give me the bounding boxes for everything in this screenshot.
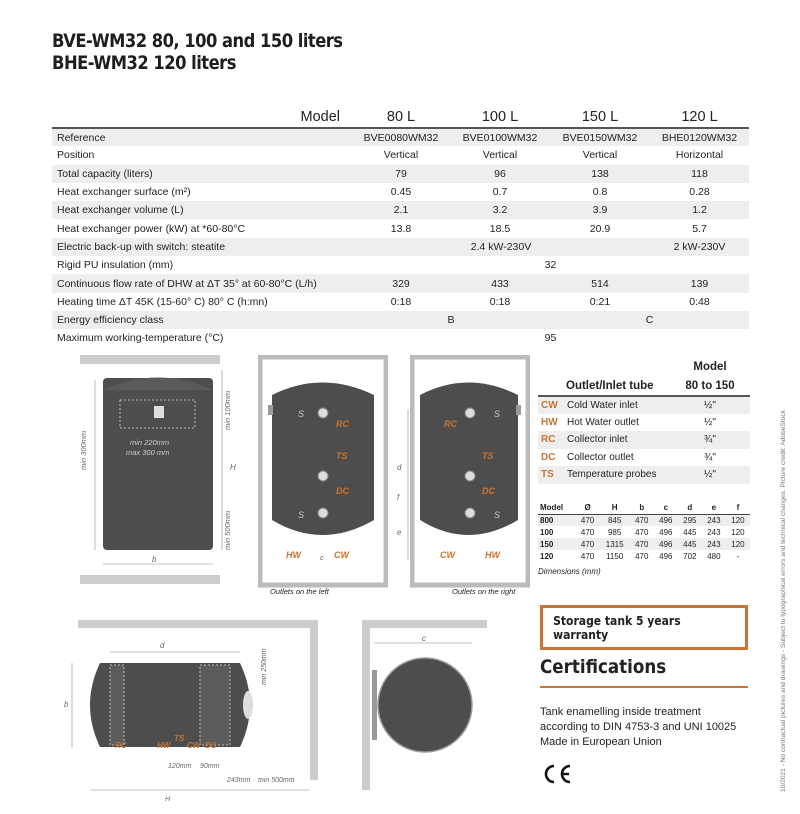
spec-cell: 138 bbox=[550, 165, 650, 183]
caption-outlets-right: Outlets on the right bbox=[452, 587, 516, 596]
label-TS: TS bbox=[336, 451, 348, 461]
diagram-horizontal-tank bbox=[60, 615, 320, 805]
spec-cell: BHE0120WM32 bbox=[650, 128, 749, 146]
cert-line: according to DIN 4753-3 and UNI 10025 bbox=[540, 721, 737, 733]
diagram-end-view bbox=[362, 615, 487, 795]
dims-cell: 470 bbox=[630, 538, 654, 550]
spec-cell: 0:48 bbox=[689, 295, 710, 308]
spec-row bbox=[52, 256, 749, 274]
spec-row-label: Energy efficiency class bbox=[52, 311, 352, 329]
diagram-flange bbox=[243, 691, 253, 719]
spec-cell: Vertical bbox=[582, 149, 618, 162]
diagram-fitting bbox=[268, 405, 273, 415]
spec-row-label: Maximum working-temperature (°C) bbox=[57, 332, 224, 345]
spec-cell: 13.8 bbox=[390, 222, 412, 235]
spec-cell: C bbox=[550, 311, 749, 329]
spec-row-label: Heat exchanger power (kW) at *60-80°C bbox=[57, 222, 246, 235]
spec-cell: 118 bbox=[650, 165, 749, 183]
outlet-row bbox=[538, 396, 750, 414]
spec-cell: 95 bbox=[544, 332, 557, 345]
outlet-row bbox=[538, 431, 750, 449]
spec-cell: 329 bbox=[352, 274, 450, 292]
dims-cell: 470 bbox=[635, 551, 649, 561]
dimensions-table bbox=[538, 502, 750, 562]
dims-cell: 120 bbox=[726, 514, 750, 526]
spec-cell: 0.7 bbox=[492, 186, 508, 199]
label-f: f bbox=[397, 493, 400, 502]
spec-cell: BVE0080WM32 bbox=[352, 128, 450, 146]
spec-row bbox=[52, 274, 749, 292]
spec-col-150: 150 L bbox=[550, 106, 650, 128]
dims-cell: 470 bbox=[635, 527, 649, 537]
label-min300: min 300mm bbox=[79, 430, 88, 470]
diagram-ceiling bbox=[80, 355, 220, 364]
dims-header: Ø bbox=[576, 502, 600, 514]
spec-row-label: Total capacity (liters) bbox=[52, 165, 352, 183]
spec-row-label: Heat exchanger surface (m²) bbox=[57, 186, 191, 199]
ce-mark-icon bbox=[540, 763, 574, 785]
spec-col-80: 80 L bbox=[352, 106, 450, 128]
dims-row bbox=[538, 526, 750, 538]
spec-row bbox=[52, 293, 749, 311]
outlet-code: CW bbox=[538, 396, 564, 414]
diagram-tank-end bbox=[378, 658, 472, 752]
diagram-ceiling bbox=[78, 620, 318, 628]
cert-line: Tank enamelling inside treatment bbox=[540, 706, 701, 718]
label-HW: HW bbox=[485, 550, 500, 560]
spec-cell: Vertical bbox=[383, 149, 419, 162]
spec-cell: 0:18 bbox=[489, 295, 511, 308]
dims-cell: 800 bbox=[538, 514, 576, 526]
spec-cell: 79 bbox=[352, 165, 450, 183]
spec-cell: 0.28 bbox=[689, 186, 710, 199]
dims-row bbox=[538, 550, 750, 562]
spec-cell: 0:18 bbox=[390, 295, 412, 308]
diagram-wall bbox=[362, 620, 370, 790]
spec-row bbox=[52, 165, 749, 183]
dims-cell: 470 bbox=[580, 551, 595, 561]
spec-row-label: Heat exchanger volume (L) bbox=[52, 201, 352, 219]
dims-cell: 702 bbox=[683, 551, 697, 561]
spec-cell: 20.9 bbox=[589, 222, 611, 235]
diagram-bracket bbox=[372, 670, 377, 740]
label-RC: RC bbox=[444, 419, 457, 429]
outlet-row bbox=[538, 414, 750, 432]
spec-row bbox=[52, 183, 749, 201]
diagram-wall-mount bbox=[60, 350, 240, 585]
page-title bbox=[52, 30, 343, 74]
warranty-badge bbox=[540, 605, 748, 650]
spec-cell: 0.8 bbox=[592, 186, 608, 199]
certifications-text bbox=[540, 705, 755, 750]
label-min220: min 220mm bbox=[130, 438, 170, 447]
dims-cell: 496 bbox=[654, 538, 678, 550]
dims-cell: 985 bbox=[607, 527, 622, 537]
spec-cell: 3.9 bbox=[550, 201, 650, 219]
spec-col-120: 120 L bbox=[650, 106, 749, 128]
spec-table bbox=[52, 106, 749, 348]
spec-cell: B bbox=[352, 311, 550, 329]
dims-cell: 470 bbox=[576, 514, 600, 526]
dims-header-row bbox=[538, 502, 750, 514]
label-RC: RC bbox=[115, 741, 127, 750]
spec-cell: 0:21 bbox=[589, 295, 611, 308]
outlet-header-row bbox=[538, 376, 750, 396]
label-HW: HW bbox=[286, 550, 301, 560]
spec-cell: Horizontal bbox=[675, 149, 724, 162]
label-TS: TS bbox=[482, 451, 494, 461]
label-c: c bbox=[422, 634, 426, 643]
label-TS: TS bbox=[174, 734, 185, 743]
dims-cell: 496 bbox=[654, 514, 678, 526]
dims-cell: 243 bbox=[707, 527, 721, 537]
dims-cell: 295 bbox=[678, 514, 702, 526]
diagram-outlets-left bbox=[258, 355, 388, 590]
label-d: d bbox=[160, 641, 165, 650]
label-min250: min 250mm bbox=[261, 648, 268, 685]
dims-cell: 470 bbox=[630, 514, 654, 526]
spec-cell: Vertical bbox=[482, 149, 518, 162]
label-CW: CW bbox=[187, 741, 201, 750]
diagram-port bbox=[465, 508, 475, 518]
spec-row-label: Reference bbox=[52, 128, 352, 146]
label-120mm: 120mm bbox=[168, 763, 192, 770]
ce-c-shape bbox=[546, 766, 554, 782]
label-DC: DC bbox=[482, 486, 495, 496]
title-line-1: BVE-WM32 80, 100 and 150 liters bbox=[52, 30, 343, 52]
outlet-code: TS bbox=[538, 466, 564, 484]
dims-header: H bbox=[600, 502, 630, 514]
dimensions-note: Dimensions (mm) bbox=[538, 567, 601, 576]
dims-cell: 480 bbox=[707, 551, 721, 561]
dims-header: d bbox=[678, 502, 702, 514]
outlet-value: ¾" bbox=[670, 431, 750, 449]
spec-cell: 2.4 kW-230V bbox=[352, 238, 650, 256]
label-RC: RC bbox=[336, 419, 349, 429]
dims-cell: 120 bbox=[731, 527, 745, 537]
spec-cell: 18.5 bbox=[489, 222, 511, 235]
label-b: b bbox=[152, 555, 157, 564]
label-H: H bbox=[230, 463, 236, 472]
dims-header: c bbox=[654, 502, 678, 514]
outlet-value: ½" bbox=[670, 396, 750, 414]
outlet-value: ¾" bbox=[704, 451, 716, 463]
spec-cell: 139 bbox=[650, 274, 749, 292]
dims-cell: 120 bbox=[540, 551, 554, 561]
spec-cell: 433 bbox=[450, 274, 550, 292]
label-243mm: 243mm bbox=[227, 777, 251, 784]
outlet-code: DC bbox=[541, 451, 556, 463]
spec-row bbox=[52, 201, 749, 219]
label-H: H bbox=[165, 796, 171, 803]
dims-cell: 1150 bbox=[606, 551, 624, 561]
label-min500: min 500mm bbox=[223, 510, 232, 550]
label-90mm: 90mm bbox=[200, 763, 220, 770]
diagram-ceiling bbox=[362, 620, 487, 628]
dims-cell: 496 bbox=[659, 551, 673, 561]
warranty-text: Storage tank 5 years warranty bbox=[553, 613, 681, 642]
spec-cell: 514 bbox=[550, 274, 650, 292]
diagram-outlets-right bbox=[410, 355, 530, 590]
spec-cell: 32 bbox=[544, 259, 557, 272]
diagram-bracket-plate bbox=[154, 406, 164, 418]
label-c: c bbox=[320, 555, 324, 562]
dims-cell: 100 bbox=[540, 527, 554, 537]
dims-cell: 243 bbox=[702, 514, 726, 526]
label-DC: DC bbox=[336, 486, 349, 496]
label-e: e bbox=[397, 528, 402, 537]
outlet-table bbox=[538, 358, 750, 484]
dims-header: f bbox=[726, 502, 750, 514]
spec-cell: BVE0150WM32 bbox=[550, 128, 650, 146]
dims-cell: - bbox=[736, 551, 740, 561]
diagram-port bbox=[465, 471, 475, 481]
dims-header: b bbox=[630, 502, 654, 514]
dims-cell: 470 bbox=[576, 538, 600, 550]
label-S: S bbox=[494, 409, 501, 419]
spec-cell: 5.7 bbox=[692, 222, 707, 235]
outlet-value: ½" bbox=[704, 416, 716, 428]
title-line-2: BHE-WM32 120 liters bbox=[52, 52, 236, 74]
spec-row-label: Rigid PU insulation (mm) bbox=[57, 259, 174, 272]
diagram-fitting bbox=[516, 405, 521, 415]
spec-col-100: 100 L bbox=[450, 106, 550, 128]
diagram-port bbox=[318, 408, 328, 418]
spec-row bbox=[52, 146, 749, 164]
label-DC: DC bbox=[205, 741, 217, 750]
spec-row bbox=[52, 329, 749, 347]
label-d: d bbox=[397, 463, 402, 472]
spec-row-label: Electric back-up with switch: steatite bbox=[52, 238, 352, 256]
outlet-label: Collector inlet bbox=[564, 431, 670, 449]
outlet-value: ½" bbox=[670, 466, 750, 484]
spec-row bbox=[52, 311, 749, 329]
spec-cell: 96 bbox=[450, 165, 550, 183]
outlet-label: Collector outlet bbox=[567, 451, 634, 463]
spec-cell: 1.2 bbox=[650, 201, 749, 219]
diagram-port bbox=[318, 471, 328, 481]
dims-cell: 150 bbox=[538, 538, 576, 550]
outlet-heading: Outlet/Inlet tube bbox=[538, 376, 670, 396]
label-min500b: min 500mm bbox=[258, 777, 295, 784]
spec-row bbox=[52, 219, 749, 237]
dims-row bbox=[538, 538, 750, 550]
dims-cell: 445 bbox=[683, 527, 697, 537]
caption-outlets-left: Outlets on the left bbox=[270, 587, 329, 596]
outlet-label: Cold Water inlet bbox=[564, 396, 670, 414]
diagram-floor bbox=[80, 575, 220, 584]
spec-cell: 3.2 bbox=[450, 201, 550, 219]
dims-header: e bbox=[702, 502, 726, 514]
cert-line: Made in European Union bbox=[540, 736, 662, 748]
dims-cell: 120 bbox=[726, 538, 750, 550]
outlet-code: RC bbox=[538, 431, 564, 449]
side-disclaimer: 10/2021 - No contractual pictures and drawings - Subject to typographical errors and technical changes. Picture credit: AdobeStock bbox=[780, 410, 787, 792]
outlet-label: Hot Water outlet bbox=[567, 416, 639, 428]
outlet-header-model bbox=[538, 358, 750, 376]
outlet-row bbox=[538, 466, 750, 484]
diagram-wall bbox=[310, 620, 318, 780]
outlet-range: 80 to 150 bbox=[670, 376, 750, 396]
label-HW: HW bbox=[157, 741, 171, 750]
outlet-model-label: Model bbox=[693, 361, 727, 373]
diagram-tank bbox=[103, 378, 213, 550]
spec-row bbox=[52, 238, 749, 256]
spec-row-label: Position bbox=[57, 149, 95, 162]
spec-row bbox=[52, 128, 749, 146]
outlet-code: HW bbox=[541, 416, 558, 428]
label-S: S bbox=[298, 409, 305, 419]
spec-header-row bbox=[52, 106, 749, 128]
dims-cell: 445 bbox=[678, 538, 702, 550]
spec-cell: 2.1 bbox=[352, 201, 450, 219]
dims-cell: 243 bbox=[702, 538, 726, 550]
dims-cell: 845 bbox=[600, 514, 630, 526]
spec-model-label: Model bbox=[52, 106, 352, 128]
label-S: S bbox=[298, 510, 305, 520]
outlet-label: Temperature probes bbox=[564, 466, 670, 484]
label-b: b bbox=[64, 700, 69, 709]
label-S: S bbox=[494, 510, 501, 520]
certifications-divider bbox=[540, 686, 748, 688]
label-min100: min 100mm bbox=[223, 390, 232, 430]
label-CW: CW bbox=[334, 550, 349, 560]
diagram-port bbox=[318, 508, 328, 518]
spec-cell: 0.45 bbox=[390, 186, 412, 199]
dims-row bbox=[538, 514, 750, 526]
spec-cell: BVE0100WM32 bbox=[450, 128, 550, 146]
dims-cell: 1315 bbox=[600, 538, 630, 550]
spec-row-label: Heating time ΔT 45K (15-60° C) 80° C (h:mn) bbox=[57, 295, 268, 308]
dims-cell: 496 bbox=[659, 527, 673, 537]
label-CW: CW bbox=[440, 550, 455, 560]
outlet-row bbox=[538, 449, 750, 467]
certifications-title: Certifications bbox=[540, 656, 667, 678]
spec-row-label: Continuous flow rate of DHW at ΔT 35° at 60-80°C (L/h) bbox=[52, 274, 352, 292]
label-max300: max 300 mm bbox=[126, 448, 170, 457]
diagram-port bbox=[465, 408, 475, 418]
spec-cell: 2 kW-230V bbox=[650, 238, 749, 256]
dims-cell: 470 bbox=[580, 527, 595, 537]
diagram-bracket bbox=[200, 665, 230, 745]
dims-header: Model bbox=[538, 502, 576, 514]
diagram-bracket bbox=[110, 665, 124, 745]
